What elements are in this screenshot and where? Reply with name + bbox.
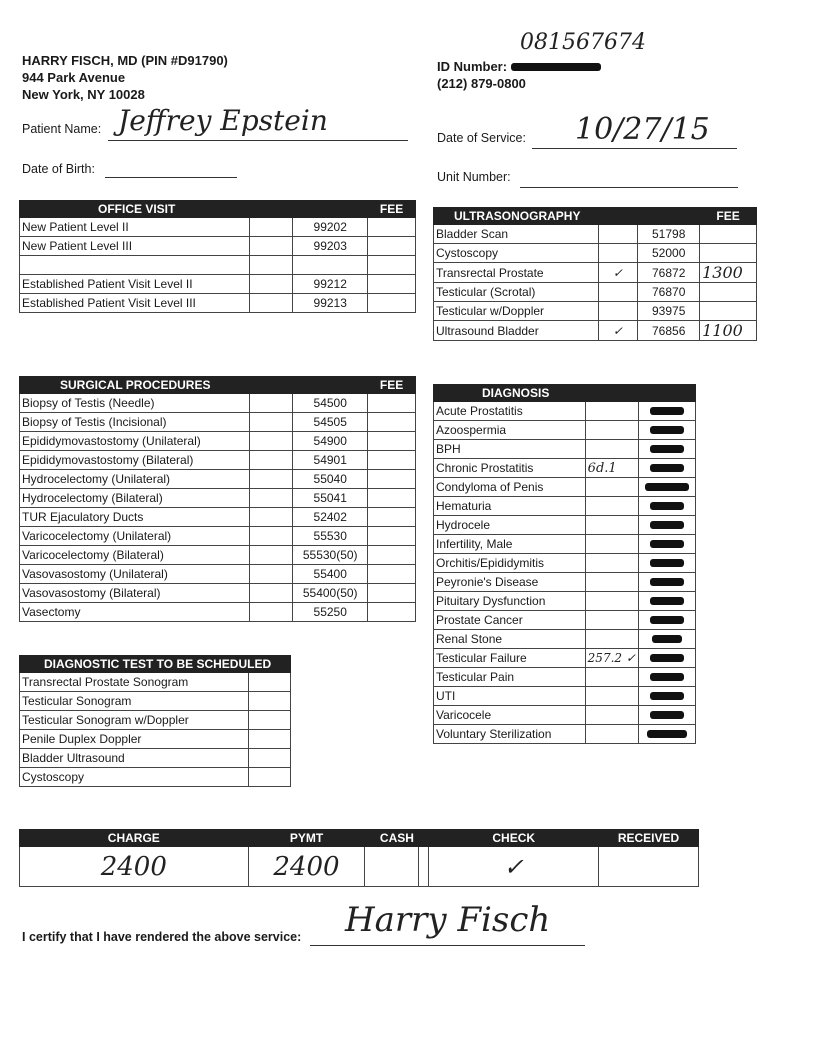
patient-name-value: Jeffrey Epstein <box>118 104 328 137</box>
dos-value: 10/27/15 <box>575 112 710 147</box>
row-note <box>585 516 638 535</box>
phone: (212) 879-0800 <box>437 76 526 91</box>
row-name: Testicular w/Doppler <box>434 302 599 321</box>
row-name: Epididymovastostomy (Bilateral) <box>20 451 250 470</box>
row-code: 52402 <box>293 508 368 527</box>
row-note <box>585 592 638 611</box>
row-name: Testicular Sonogram w/Doppler <box>20 711 249 730</box>
redaction-bar <box>650 540 684 548</box>
row-code: 55250 <box>293 603 368 622</box>
row-code: 54505 <box>293 413 368 432</box>
table-row <box>434 302 757 321</box>
table-row <box>434 283 757 302</box>
table-row <box>20 673 291 692</box>
row-fee <box>700 302 757 321</box>
row-code: 51798 <box>638 225 700 244</box>
unit-label: Unit Number: <box>437 170 511 184</box>
row-note <box>585 478 638 497</box>
table-row <box>434 630 696 649</box>
redaction-bar <box>650 578 684 586</box>
surgical-title: SURGICAL PROCEDURES <box>20 377 368 394</box>
row-name: Established Patient Visit Level II <box>20 275 250 294</box>
row-fee: 1100 <box>700 321 757 341</box>
redaction-bar <box>511 63 601 71</box>
row-name: TUR Ejaculatory Ducts <box>20 508 250 527</box>
unit-line <box>520 187 738 188</box>
row-name: Bladder Ultrasound <box>20 749 249 768</box>
office-visit-table <box>19 200 416 313</box>
row-note <box>585 687 638 706</box>
table-row <box>20 218 416 237</box>
dob-label: Date of Birth: <box>22 162 95 176</box>
row-code: 99203 <box>293 237 368 256</box>
table-row <box>20 294 416 313</box>
row-name: Testicular (Scrotal) <box>434 283 599 302</box>
row-code: 99213 <box>293 294 368 313</box>
row-name: Voluntary Sterilization <box>434 725 586 744</box>
row-name: Testicular Pain <box>434 668 586 687</box>
row-note <box>585 402 638 421</box>
check-mark <box>598 302 638 321</box>
ultrasonography-title: ULTRASONOGRAPHY <box>434 208 700 225</box>
row-note <box>585 725 638 744</box>
row-code: 55530 <box>293 527 368 546</box>
row-fee: 1300 <box>700 263 757 283</box>
signature: Harry Fisch <box>345 900 551 940</box>
row-name: Cystoscopy <box>434 244 599 263</box>
id-block <box>437 58 601 92</box>
table-row <box>434 573 696 592</box>
row-name: Penile Duplex Doppler <box>20 730 249 749</box>
table-row <box>20 432 416 451</box>
table-row <box>20 527 416 546</box>
row-name: Testicular Failure <box>434 649 586 668</box>
redaction-bar <box>650 654 684 662</box>
row-fee <box>700 244 757 263</box>
table-row <box>20 237 416 256</box>
table-row <box>434 497 696 516</box>
table-row <box>20 692 291 711</box>
row-name: New Patient Level III <box>20 237 250 256</box>
table-row <box>434 725 696 744</box>
row-name: Orchitis/Epididymitis <box>434 554 586 573</box>
row-note <box>585 440 638 459</box>
patient-name-line <box>108 140 408 141</box>
table-row <box>20 730 291 749</box>
table-row <box>20 470 416 489</box>
table-row <box>434 535 696 554</box>
ultrasonography-table <box>433 207 757 341</box>
row-name: Cystoscopy <box>20 768 249 787</box>
redaction-bar <box>650 521 684 529</box>
redaction-bar <box>650 464 684 472</box>
patient-name-label: Patient Name: <box>22 122 102 136</box>
table-row <box>434 611 696 630</box>
table-row <box>20 603 416 622</box>
row-code: 99212 <box>293 275 368 294</box>
row-code: 55040 <box>293 470 368 489</box>
redaction-bar <box>645 483 689 491</box>
table-row <box>434 649 696 668</box>
row-name: Varicocele <box>434 706 586 725</box>
row-note <box>585 706 638 725</box>
diagnostic-test-table <box>19 655 291 787</box>
provider-block <box>22 52 228 103</box>
row-name: BPH <box>434 440 586 459</box>
row-note <box>585 421 638 440</box>
table-row <box>434 459 696 478</box>
row-fee <box>700 225 757 244</box>
check-mark <box>598 225 638 244</box>
table-row <box>20 451 416 470</box>
row-name: Varicocelectomy (Bilateral) <box>20 546 250 565</box>
surgical-table <box>19 376 416 622</box>
table-row <box>434 244 757 263</box>
table-row <box>20 749 291 768</box>
table-row <box>20 394 416 413</box>
redaction-bar <box>652 635 682 643</box>
diagnosis-table <box>433 384 696 744</box>
table-row <box>434 668 696 687</box>
table-row <box>434 687 696 706</box>
redaction-bar <box>650 407 684 415</box>
pymt-label: PYMT <box>248 830 365 847</box>
row-fee <box>700 283 757 302</box>
row-name: Biopsy of Testis (Incisional) <box>20 413 250 432</box>
row-name: Ultrasound Bladder <box>434 321 599 341</box>
row-name: Condyloma of Penis <box>434 478 586 497</box>
table-row <box>20 256 416 275</box>
row-name: Bladder Scan <box>434 225 599 244</box>
charge-label: CHARGE <box>20 830 249 847</box>
table-row <box>20 565 416 584</box>
payment-table <box>19 829 699 887</box>
row-code <box>293 256 368 275</box>
row-code: 52000 <box>638 244 700 263</box>
row-name: Infertility, Male <box>434 535 586 554</box>
provider-address-1: 944 Park Avenue <box>22 70 126 85</box>
row-name: Peyronie's Disease <box>434 573 586 592</box>
provider-address-2: New York, NY 10028 <box>22 87 145 102</box>
table-row <box>434 706 696 725</box>
redaction-bar <box>650 616 684 624</box>
redaction-bar <box>650 711 684 719</box>
certify-text: I certify that I have rendered the above service: <box>22 930 302 944</box>
check-label: CHECK <box>429 830 599 847</box>
row-code: 55400(50) <box>293 584 368 603</box>
row-name: Established Patient Visit Level III <box>20 294 250 313</box>
dos-line <box>532 148 737 149</box>
row-name: Pituitary Dysfunction <box>434 592 586 611</box>
row-name: Varicocelectomy (Unilateral) <box>20 527 250 546</box>
table-row <box>434 321 757 341</box>
table-row <box>434 402 696 421</box>
table-row <box>434 225 757 244</box>
redaction-bar <box>647 730 687 738</box>
dos-label: Date of Service: <box>437 131 526 145</box>
check-mark: ✓ <box>598 321 638 341</box>
check-mark <box>598 283 638 302</box>
row-code: 54900 <box>293 432 368 451</box>
redaction-bar <box>650 692 684 700</box>
row-note <box>585 535 638 554</box>
row-name: Vasectomy <box>20 603 250 622</box>
row-code: 54901 <box>293 451 368 470</box>
row-note: 6d.1 <box>585 459 638 478</box>
row-note <box>585 554 638 573</box>
row-note <box>585 573 638 592</box>
row-note <box>585 497 638 516</box>
redaction-bar <box>650 445 684 453</box>
row-code: 76856 <box>638 321 700 341</box>
row-name: Transrectal Prostate <box>434 263 599 283</box>
table-row <box>20 508 416 527</box>
row-name: Epididymovastostomy (Unilateral) <box>20 432 250 451</box>
check-mark: ✓ <box>598 263 638 283</box>
ultrasonography-fee-label: FEE <box>700 208 757 225</box>
row-note <box>585 630 638 649</box>
table-row <box>434 478 696 497</box>
row-name: New Patient Level II <box>20 218 250 237</box>
handwritten-id: 081567674 <box>520 30 646 55</box>
redaction-bar <box>650 673 684 681</box>
row-name: Hematuria <box>434 497 586 516</box>
diagnostic-test-title: DIAGNOSTIC TEST TO BE SCHEDULED <box>20 656 291 673</box>
row-name: Renal Stone <box>434 630 586 649</box>
received-label: RECEIVED <box>599 830 699 847</box>
table-row <box>20 413 416 432</box>
table-row <box>434 440 696 459</box>
signature-line <box>310 945 585 946</box>
row-code: 55041 <box>293 489 368 508</box>
row-name: Chronic Prostatitis <box>434 459 586 478</box>
row-note <box>585 668 638 687</box>
row-name: Testicular Sonogram <box>20 692 249 711</box>
cash-label: CASH <box>365 830 429 847</box>
row-name: Azoospermia <box>434 421 586 440</box>
office-visit-title: OFFICE VISIT <box>20 201 368 218</box>
row-name <box>20 256 250 275</box>
pymt-value: 2400 <box>248 847 365 887</box>
row-code: 55530(50) <box>293 546 368 565</box>
table-row <box>434 592 696 611</box>
table-row <box>20 711 291 730</box>
row-code: 99202 <box>293 218 368 237</box>
row-name: Hydrocelectomy (Unilateral) <box>20 470 250 489</box>
redaction-bar <box>650 597 684 605</box>
check-mark <box>598 244 638 263</box>
row-code: 55400 <box>293 565 368 584</box>
row-note: 257.2 ✓ <box>585 649 638 668</box>
redaction-bar <box>650 426 684 434</box>
table-row <box>20 546 416 565</box>
table-row <box>20 768 291 787</box>
check-mark: ✓ <box>429 847 599 887</box>
diagnosis-title: DIAGNOSIS <box>434 385 696 402</box>
row-name: Hydrocele <box>434 516 586 535</box>
table-row <box>434 554 696 573</box>
redaction-bar <box>650 559 684 567</box>
row-code: 54500 <box>293 394 368 413</box>
row-name: Vasovasostomy (Unilateral) <box>20 565 250 584</box>
table-row <box>20 489 416 508</box>
table-row <box>434 516 696 535</box>
row-name: Prostate Cancer <box>434 611 586 630</box>
office-visit-fee-label: FEE <box>368 201 416 218</box>
row-code: 93975 <box>638 302 700 321</box>
table-row <box>20 584 416 603</box>
row-code: 76870 <box>638 283 700 302</box>
redaction-bar <box>650 502 684 510</box>
row-code: 76872 <box>638 263 700 283</box>
row-name: Transrectal Prostate Sonogram <box>20 673 249 692</box>
id-label: ID Number: <box>437 59 508 74</box>
row-name: UTI <box>434 687 586 706</box>
table-row <box>434 421 696 440</box>
table-row <box>434 263 757 283</box>
row-name: Biopsy of Testis (Needle) <box>20 394 250 413</box>
dob-line <box>105 177 237 178</box>
row-name: Acute Prostatitis <box>434 402 586 421</box>
row-name: Vasovasostomy (Bilateral) <box>20 584 250 603</box>
surgical-fee-label: FEE <box>368 377 416 394</box>
row-name: Hydrocelectomy (Bilateral) <box>20 489 250 508</box>
row-note <box>585 611 638 630</box>
charge-value: 2400 <box>20 847 249 887</box>
table-row <box>20 275 416 294</box>
provider-name: HARRY FISCH, MD (PIN #D91790) <box>22 53 228 68</box>
